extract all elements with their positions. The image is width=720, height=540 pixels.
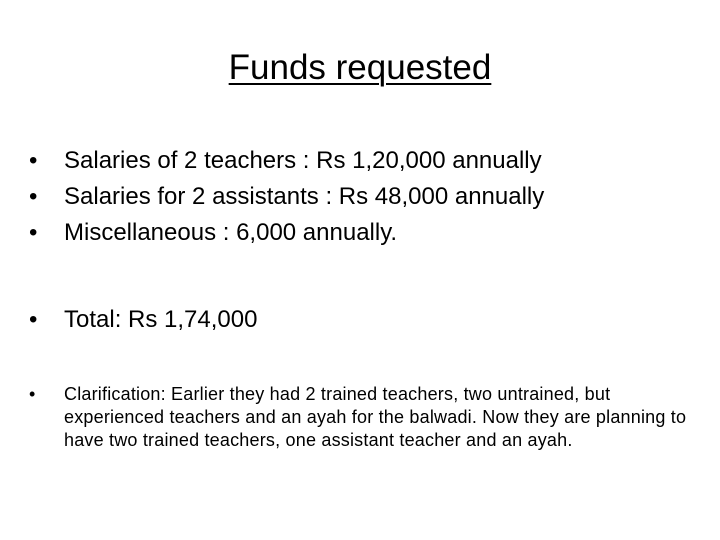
bullet-icon: •: [29, 147, 38, 174]
clarification-text: Clarification: Earlier they had 2 trained teachers, two untrained, but experienced teachers and an ayah for the balwadi. Now they are planning to have two trained teachers, one assistant teacher and an ayah.: [64, 384, 687, 450]
bullet-icon: •: [29, 384, 36, 404]
clarification-item: [29, 383, 699, 452]
list-item: [29, 179, 699, 215]
bullet-icon: •: [29, 306, 38, 333]
list-item: [29, 215, 699, 251]
total-text: Total: Rs 1,74,000: [64, 306, 258, 333]
list-item-text: Miscellaneous : 6,000 annually.: [64, 219, 398, 246]
bullet-icon: •: [29, 183, 38, 210]
total-list: [29, 302, 699, 338]
list-item-text: Salaries of 2 teachers : Rs 1,20,000 annually: [64, 147, 542, 174]
list-item: [29, 143, 699, 179]
slide-title: Funds requested: [228, 48, 492, 87]
list-item-text: Salaries for 2 assistants : Rs 48,000 annually: [64, 183, 545, 210]
bullet-icon: •: [29, 219, 38, 246]
funds-list: [29, 143, 699, 251]
total-item: [29, 302, 699, 338]
clarification-list: [29, 383, 699, 452]
